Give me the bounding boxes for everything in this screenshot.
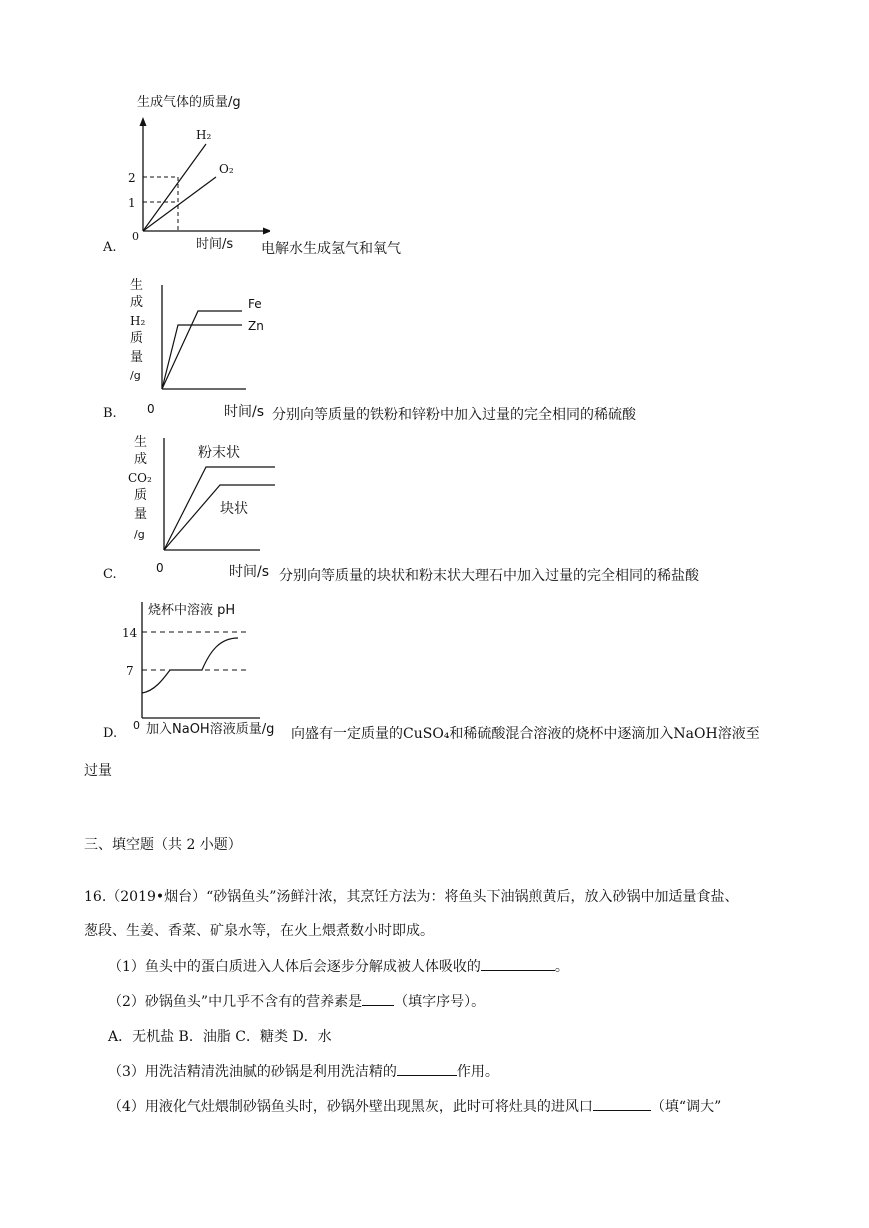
- question-2-end: （填字序号）。: [394, 994, 486, 1010]
- chart-b-ylabel-3: H₂: [130, 314, 146, 328]
- chart-c-xlabel: 时间/s: [229, 564, 270, 580]
- option-d-text-line2: 过量: [84, 763, 112, 779]
- option-c-letter: C.: [103, 567, 117, 582]
- zn-line: [162, 325, 242, 389]
- option-d-letter: D.: [103, 726, 118, 741]
- chart-c-ylabel-1: 生: [134, 435, 148, 450]
- series-powder-label: 粉末状: [198, 445, 240, 461]
- option-a-letter: A.: [103, 240, 117, 255]
- question-2: [108, 991, 485, 1011]
- option-c-text: 分别向等质量的块状和粉末状大理石中加入过量的完全相同的稀盐酸: [279, 568, 699, 584]
- question-4-text: （4）用液化气灶煨制砂锅鱼头时，砂锅外壁出现黑灰，此时可将灶具的进风口: [108, 1099, 593, 1115]
- series-o2-label: O₂: [219, 162, 234, 176]
- chart-c-ylabel-5: 量: [134, 507, 148, 522]
- chart-d-xlabel: 加入NaOH溶液质量/g: [146, 722, 275, 737]
- chart-d-ylabel: 烧杯中溶液 pH: [148, 603, 236, 618]
- question-stem-line2: 葱段、生姜、香菜、矿泉水等，在火上煨煮数小时即成。: [84, 923, 434, 939]
- chart-a-xlabel: 时间/s: [196, 237, 234, 252]
- chart-b-ylabel-6: /g: [130, 369, 141, 382]
- question-2-text: （2）砂锅鱼头”中几乎不含有的营养素是: [108, 994, 363, 1010]
- question-stem-line1: 16.（2019•烟台）“砂锅鱼头”汤鲜汁浓，其烹饪方法为：将鱼头下油锅煎黄后，放入砂锅中加适量食盐、: [84, 889, 739, 905]
- chart-b: [120, 275, 280, 423]
- o2-line: [143, 177, 216, 231]
- question-4: [108, 1096, 721, 1116]
- series-zn-label: Zn: [248, 319, 264, 333]
- chart-c-ylabel-2: 成: [134, 452, 148, 467]
- question-3-end: 作用。: [456, 1064, 499, 1080]
- chart-d-origin: 0: [133, 719, 140, 732]
- fe-line: [162, 311, 242, 389]
- series-h2-label: H₂: [196, 128, 212, 142]
- ytick-2: 2: [128, 171, 136, 185]
- option-b-text: 分别向等质量的铁粉和锌粉中加入过量的完全相同的稀硫酸: [272, 407, 636, 423]
- chart-c-origin: 0: [156, 561, 164, 575]
- answer-blank-4[interactable]: [593, 1096, 651, 1111]
- question-3-text: （3）用洗洁精清洗油腻的砂锅是利用洗洁精的: [108, 1064, 397, 1080]
- ph-curve: [142, 638, 238, 693]
- chart-b-origin: 0: [147, 402, 155, 416]
- question-1-end: 。: [554, 959, 569, 975]
- answer-blank-2[interactable]: [362, 991, 394, 1006]
- question-2-options: A．无机盐 B．油脂 C．糖类 D．水: [108, 1029, 332, 1045]
- answer-blank-1[interactable]: [481, 956, 555, 971]
- h2-line: [143, 144, 206, 231]
- chart-a-ylabel: 生成气体的质量/g: [137, 95, 241, 110]
- answer-blank-3[interactable]: [397, 1061, 457, 1076]
- series-fe-label: Fe: [248, 297, 262, 311]
- ytick-14: 14: [122, 626, 138, 640]
- chart-c: [120, 432, 280, 584]
- chart-c-ylabel-6: /g: [134, 528, 145, 541]
- chart-c-ylabel-3: CO₂: [128, 471, 152, 485]
- option-a-text: 电解水生成氢气和氧气: [261, 241, 401, 257]
- series-block-label: 块状: [220, 501, 248, 517]
- question-3: [108, 1061, 499, 1081]
- chart-b-ylabel-4: 质: [130, 331, 144, 346]
- question-4-end: （填“调大”: [650, 1099, 722, 1115]
- chart-a: [110, 88, 270, 258]
- chart-c-ylabel-4: 质: [134, 488, 148, 503]
- ytick-7: 7: [126, 664, 134, 678]
- chart-b-ylabel-1: 生: [130, 278, 144, 293]
- option-b-letter: B.: [103, 406, 117, 421]
- question-1-text: （1）鱼头中的蛋白质进入人体后会逐步分解成被人体吸收的: [108, 959, 481, 975]
- option-d-text-line1: 向盛有一定质量的CuSO₄和稀硫酸混合溶液的烧杯中逐滴加入NaOH溶液至: [291, 726, 760, 742]
- chart-b-xlabel: 时间/s: [224, 404, 265, 420]
- ytick-1: 1: [128, 196, 136, 210]
- chart-d: [120, 596, 300, 744]
- chart-a-origin: 0: [132, 230, 139, 243]
- section-title: 三、填空题（共 2 小题）: [84, 837, 242, 853]
- chart-b-ylabel-5: 量: [130, 350, 144, 365]
- question-1: [108, 956, 569, 976]
- chart-b-ylabel-2: 成: [130, 295, 144, 310]
